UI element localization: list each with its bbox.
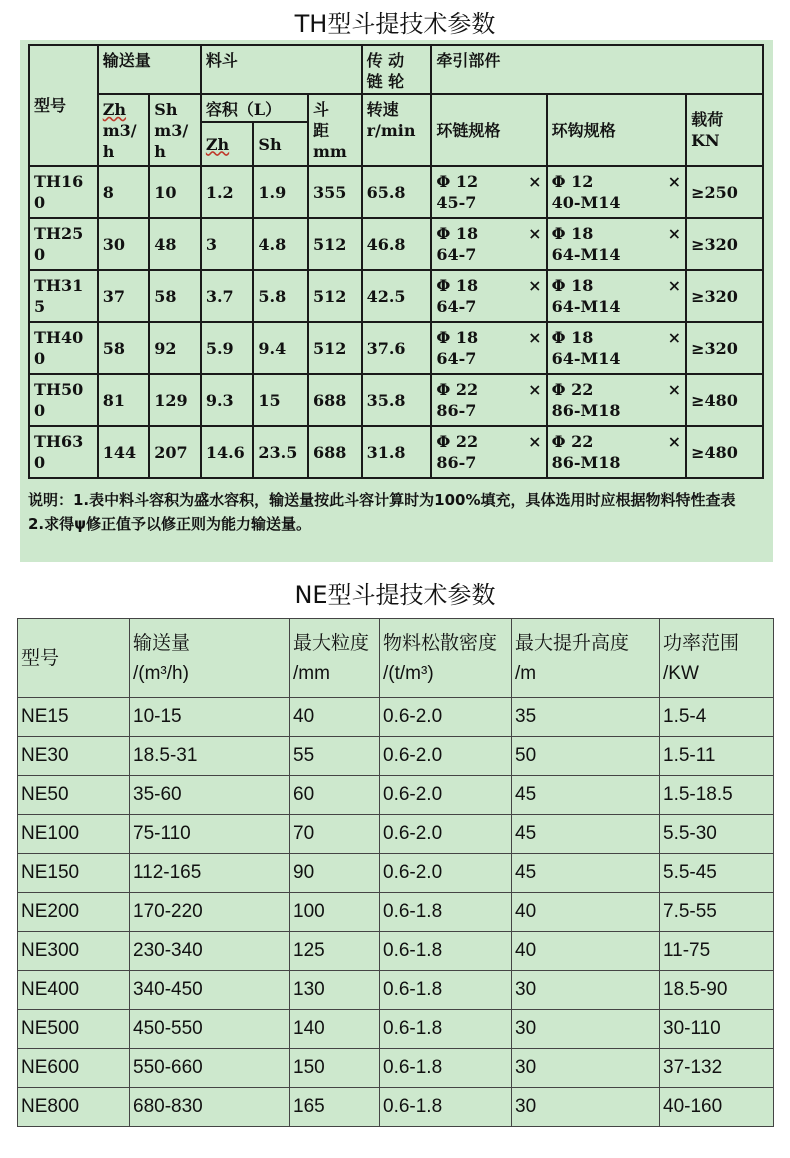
ne-cell-max-particle: 55	[290, 737, 380, 776]
th-cell-hook-line1	[552, 275, 682, 296]
ne-cell-capacity: 340-450	[130, 971, 290, 1010]
th-cell-chain-size: Φ 18	[436, 328, 479, 347]
th-cell-sh-volume: 1.9	[253, 166, 308, 218]
ne-cell-max-height: 30	[512, 1049, 660, 1088]
th-note-1: 说明：1.表中料斗容积为盛水容积，输送量按此斗容计算时为100%填充，具体选用时应根据物料特性查表	[28, 491, 736, 509]
ne-cell-capacity: 450-550	[130, 1010, 290, 1049]
th-cell-load: ≥250	[686, 166, 763, 218]
ne-cell-bulk-density: 0.6-2.0	[380, 815, 512, 854]
th-row	[29, 426, 763, 478]
th-cell-speed: 46.8	[362, 218, 432, 270]
ne-cell-bulk-density: 0.6-1.8	[380, 1010, 512, 1049]
th-cell-chain-times: ×	[528, 328, 542, 347]
th-header-drive-line2: 链 轮	[366, 72, 405, 91]
th-header-speed	[362, 94, 432, 166]
ne-row	[18, 893, 774, 932]
th-cell-chain-line1	[436, 431, 541, 452]
th-cell-chain-times: ×	[528, 380, 542, 399]
ne-cell-max-particle: 100	[290, 893, 380, 932]
th-cell-hook-spec: 40-M14	[551, 193, 621, 212]
ne-header-cell	[130, 619, 290, 698]
th-header-pitch	[308, 94, 362, 166]
th-cell-chain	[431, 426, 546, 478]
ne-cell-power-range: 7.5-55	[660, 893, 774, 932]
th-cell-hook	[547, 270, 687, 322]
ne-cell-power-range: 30-110	[660, 1010, 774, 1049]
ne-header-unit: /KW	[663, 663, 699, 684]
ne-row	[18, 1010, 774, 1049]
th-cell-load: ≥480	[686, 426, 763, 478]
th-cell-hook-spec: 86-M18	[551, 453, 621, 472]
th-header-model: 型号	[29, 45, 98, 166]
ne-cell-capacity: 10-15	[130, 698, 290, 737]
th-header-drive-line1: 传 动	[366, 51, 405, 70]
th-header-traction: 牵引部件	[431, 45, 763, 94]
th-cell-zh-volume: 3.7	[201, 270, 254, 322]
ne-cell-power-range: 40-160	[660, 1088, 774, 1127]
th-spec-table	[28, 44, 764, 479]
th-cell-model: TH400	[29, 322, 98, 374]
th-cell-sh-flow: 129	[149, 374, 201, 426]
ne-cell-max-particle: 140	[290, 1010, 380, 1049]
th-header-hook: 环钩规格	[547, 94, 687, 166]
th-cell-hook	[547, 218, 687, 270]
th-cell-pitch: 512	[308, 218, 362, 270]
ne-header-label: 输送量	[133, 633, 191, 654]
ne-title: NE型斗提技术参数	[294, 581, 496, 609]
ne-cell-power-range: 5.5-45	[660, 854, 774, 893]
ne-cell-model: NE400	[18, 971, 130, 1010]
th-cell-zh-volume: 14.6	[201, 426, 254, 478]
ne-cell-bulk-density: 0.6-2.0	[380, 776, 512, 815]
th-cell-chain-spec: 64-7	[436, 297, 477, 316]
ne-cell-capacity: 680-830	[130, 1088, 290, 1127]
th-cell-hook-size: Φ 22	[551, 432, 594, 451]
th-cell-hook-times: ×	[667, 172, 682, 191]
th-cell-sh-volume: 9.4	[253, 322, 308, 374]
th-header-capacity: 输送量	[98, 45, 201, 94]
ne-header-label: 物料松散密度	[383, 633, 498, 654]
th-header-zh-volume-label: Zh	[205, 134, 230, 154]
th-cell-hook-line1	[552, 223, 682, 244]
th-cell-chain-size: Φ 22	[436, 380, 479, 399]
th-cell-chain-spec: 64-7	[436, 245, 477, 264]
th-cell-hook	[547, 374, 687, 426]
th-cell-speed: 42.5	[362, 270, 432, 322]
th-cell-chain-size: Φ 18	[436, 224, 479, 243]
th-header-pitch-line1: 斗	[312, 100, 329, 119]
ne-cell-model: NE600	[18, 1049, 130, 1088]
th-cell-chain-times: ×	[528, 276, 542, 295]
ne-row	[18, 815, 774, 854]
th-cell-chain-times: ×	[528, 172, 542, 191]
ne-header-cell	[512, 619, 660, 698]
th-cell-model: TH250	[29, 218, 98, 270]
ne-header-unit: /mm	[293, 663, 330, 684]
ne-cell-power-range: 5.5-30	[660, 815, 774, 854]
ne-cell-power-range: 1.5-4	[660, 698, 774, 737]
ne-cell-bulk-density: 0.6-1.8	[380, 971, 512, 1010]
ne-cell-bulk-density: 0.6-1.8	[380, 1088, 512, 1127]
th-cell-sh-flow: 92	[149, 322, 201, 374]
ne-row	[18, 932, 774, 971]
th-cell-hook-line1	[552, 327, 682, 348]
th-cell-pitch: 688	[308, 426, 362, 478]
th-cell-model: TH500	[29, 374, 98, 426]
ne-header-cell	[18, 619, 130, 698]
th-cell-zh-volume: 3	[201, 218, 254, 270]
ne-cell-power-range: 18.5-90	[660, 971, 774, 1010]
th-cell-hook-line1	[552, 379, 682, 400]
ne-cell-model: NE15	[18, 698, 130, 737]
ne-cell-model: NE500	[18, 1010, 130, 1049]
th-header-chain: 环链规格	[431, 94, 546, 166]
th-header-zh-volume	[201, 122, 254, 166]
ne-header-label: 最大提升高度	[515, 633, 630, 654]
th-cell-zh-flow: 58	[98, 322, 150, 374]
th-cell-model: TH315	[29, 270, 98, 322]
th-cell-hook	[547, 426, 687, 478]
ne-cell-max-height: 30	[512, 1010, 660, 1049]
ne-cell-bulk-density: 0.6-1.8	[380, 893, 512, 932]
ne-cell-max-height: 40	[512, 932, 660, 971]
ne-cell-max-height: 45	[512, 776, 660, 815]
th-header-volume: 容积（L）	[201, 94, 308, 122]
ne-row	[18, 1049, 774, 1088]
th-row	[29, 218, 763, 270]
th-cell-hook	[547, 322, 687, 374]
ne-cell-bulk-density: 0.6-2.0	[380, 698, 512, 737]
th-cell-load: ≥480	[686, 374, 763, 426]
th-cell-pitch: 688	[308, 374, 362, 426]
th-cell-zh-volume: 9.3	[201, 374, 254, 426]
th-cell-hook-size: Φ 18	[551, 224, 594, 243]
th-cell-pitch: 512	[308, 270, 362, 322]
th-cell-load: ≥320	[686, 322, 763, 374]
ne-cell-max-height: 40	[512, 893, 660, 932]
th-cell-sh-volume: 4.8	[253, 218, 308, 270]
ne-cell-capacity: 230-340	[130, 932, 290, 971]
ne-cell-max-particle: 70	[290, 815, 380, 854]
th-cell-sh-flow: 207	[149, 426, 201, 478]
ne-spec-table	[17, 618, 774, 1127]
th-cell-speed: 31.8	[362, 426, 432, 478]
ne-cell-bulk-density: 0.6-1.8	[380, 1049, 512, 1088]
ne-header-cell	[660, 619, 774, 698]
ne-cell-model: NE200	[18, 893, 130, 932]
th-cell-hook-size: Φ 22	[551, 380, 594, 399]
th-cell-model: TH160	[29, 166, 98, 218]
th-cell-chain	[431, 374, 546, 426]
ne-row	[18, 776, 774, 815]
ne-cell-bulk-density: 0.6-2.0	[380, 737, 512, 776]
th-cell-chain	[431, 322, 546, 374]
th-cell-chain-line1	[436, 379, 541, 400]
th-cell-hook-size: Φ 18	[551, 276, 594, 295]
ne-cell-max-particle: 130	[290, 971, 380, 1010]
ne-header-label: 功率范围	[663, 633, 740, 654]
ne-header-cell	[380, 619, 512, 698]
ne-cell-power-range: 11-75	[660, 932, 774, 971]
ne-cell-power-range: 37-132	[660, 1049, 774, 1088]
th-cell-chain	[431, 166, 546, 218]
th-cell-sh-flow: 58	[149, 270, 201, 322]
th-cell-chain-line1	[436, 171, 541, 192]
ne-header-label: 型号	[21, 648, 60, 669]
ne-cell-bulk-density: 0.6-2.0	[380, 854, 512, 893]
th-cell-hook-times: ×	[667, 380, 682, 399]
th-cell-hook-spec: 86-M18	[551, 401, 621, 420]
th-cell-chain-line1	[436, 327, 541, 348]
th-row	[29, 322, 763, 374]
th-cell-hook-times: ×	[667, 432, 682, 451]
ne-cell-max-height: 35	[512, 698, 660, 737]
th-cell-zh-volume: 5.9	[201, 322, 254, 374]
th-notes	[28, 488, 773, 536]
ne-cell-max-height: 45	[512, 815, 660, 854]
ne-row	[18, 971, 774, 1010]
ne-cell-capacity: 550-660	[130, 1049, 290, 1088]
th-cell-pitch: 512	[308, 322, 362, 374]
th-row	[29, 166, 763, 218]
th-cell-hook-times: ×	[667, 276, 682, 295]
th-header-pitch-line2: 距	[312, 121, 329, 140]
ne-cell-capacity: 170-220	[130, 893, 290, 932]
th-cell-chain-spec: 45-7	[436, 193, 477, 212]
th-cell-hook-spec: 64-M14	[551, 349, 621, 368]
th-header-sh-flow	[149, 94, 201, 166]
ne-row	[18, 1088, 774, 1127]
th-cell-hook-times: ×	[667, 224, 682, 243]
th-cell-pitch: 355	[308, 166, 362, 218]
th-cell-zh-flow: 81	[98, 374, 150, 426]
th-cell-chain	[431, 270, 546, 322]
th-cell-zh-flow: 37	[98, 270, 150, 322]
ne-cell-model: NE150	[18, 854, 130, 893]
ne-row	[18, 698, 774, 737]
th-cell-zh-volume: 1.2	[201, 166, 254, 218]
th-header-zh-flow	[98, 94, 150, 166]
th-header-hopper: 料斗	[201, 45, 362, 94]
th-cell-sh-volume: 5.8	[253, 270, 308, 322]
th-cell-sh-volume: 23.5	[253, 426, 308, 478]
th-cell-hook-line1	[552, 171, 682, 192]
th-cell-chain-spec: 86-7	[436, 401, 477, 420]
th-cell-speed: 37.6	[362, 322, 432, 374]
th-cell-chain-spec: 64-7	[436, 349, 477, 368]
ne-cell-max-particle: 125	[290, 932, 380, 971]
th-cell-chain-times: ×	[528, 224, 542, 243]
ne-cell-max-height: 30	[512, 971, 660, 1010]
th-cell-sh-flow: 48	[149, 218, 201, 270]
th-header-drive	[362, 45, 432, 94]
th-cell-hook-spec: 64-M14	[551, 297, 621, 316]
ne-cell-power-range: 1.5-11	[660, 737, 774, 776]
ne-header-cell	[290, 619, 380, 698]
th-header-zh-flow-label: Zh	[102, 100, 127, 119]
th-cell-hook-size: Φ 12	[551, 172, 594, 191]
ne-cell-max-height: 50	[512, 737, 660, 776]
ne-cell-max-height: 45	[512, 854, 660, 893]
ne-header-unit: /m	[515, 663, 537, 684]
ne-header-row	[18, 619, 774, 698]
th-cell-hook-spec: 64-M14	[551, 245, 621, 264]
ne-cell-max-particle: 40	[290, 698, 380, 737]
ne-cell-max-particle: 165	[290, 1088, 380, 1127]
th-cell-chain-line1	[436, 223, 541, 244]
ne-cell-capacity: 112-165	[130, 854, 290, 893]
th-row	[29, 374, 763, 426]
th-title: TH型斗提技术参数	[294, 10, 496, 38]
th-cell-speed: 65.8	[362, 166, 432, 218]
th-cell-chain	[431, 218, 546, 270]
th-cell-chain-spec: 86-7	[436, 453, 477, 472]
th-cell-chain-size: Φ 18	[436, 276, 479, 295]
ne-header-label: 最大粒度	[293, 633, 370, 654]
ne-row	[18, 854, 774, 893]
th-cell-speed: 35.8	[362, 374, 432, 426]
th-cell-chain-size: Φ 12	[436, 172, 479, 191]
th-header-speed-unit: r/min	[366, 121, 416, 140]
th-cell-chain-times: ×	[528, 432, 542, 451]
ne-cell-bulk-density: 0.6-1.8	[380, 932, 512, 971]
th-cell-chain-size: Φ 22	[436, 432, 479, 451]
ne-cell-max-particle: 90	[290, 854, 380, 893]
ne-cell-max-height: 30	[512, 1088, 660, 1127]
th-cell-hook-line1	[552, 431, 682, 452]
th-cell-hook-times: ×	[667, 328, 682, 347]
ne-cell-capacity: 35-60	[130, 776, 290, 815]
th-cell-chain-line1	[436, 275, 541, 296]
th-cell-sh-flow: 10	[149, 166, 201, 218]
th-cell-zh-flow: 144	[98, 426, 150, 478]
th-cell-zh-flow: 8	[98, 166, 150, 218]
th-cell-hook-size: Φ 18	[551, 328, 594, 347]
ne-cell-model: NE300	[18, 932, 130, 971]
th-header-zh-flow-unit: m3/h	[102, 121, 137, 161]
ne-header-unit: /(m³/h)	[133, 663, 189, 684]
th-header-load-unit: KN	[691, 131, 720, 150]
th-cell-load: ≥320	[686, 270, 763, 322]
ne-cell-max-particle: 150	[290, 1049, 380, 1088]
ne-header-unit: /(t/m³)	[383, 663, 434, 684]
th-cell-hook	[547, 166, 687, 218]
th-header-sh-flow-label: Sh	[154, 100, 178, 119]
th-note-2: 2.求得ψ修正值予以修正则为能力输送量。	[28, 515, 312, 533]
th-header-load-label: 载荷	[691, 110, 724, 129]
th-row	[29, 270, 763, 322]
ne-cell-model: NE30	[18, 737, 130, 776]
th-cell-zh-flow: 30	[98, 218, 150, 270]
th-header-pitch-unit: mm	[312, 142, 347, 161]
th-cell-model: TH630	[29, 426, 98, 478]
th-header-sh-volume: Sh	[253, 122, 308, 166]
ne-cell-capacity: 75-110	[130, 815, 290, 854]
ne-cell-capacity: 18.5-31	[130, 737, 290, 776]
ne-cell-model: NE50	[18, 776, 130, 815]
th-panel	[20, 40, 773, 562]
ne-row	[18, 737, 774, 776]
ne-cell-power-range: 1.5-18.5	[660, 776, 774, 815]
ne-cell-model: NE800	[18, 1088, 130, 1127]
th-cell-load: ≥320	[686, 218, 763, 270]
th-header-speed-label: 转速	[366, 100, 399, 119]
ne-cell-model: NE100	[18, 815, 130, 854]
th-header-sh-flow-unit: m3/h	[154, 121, 189, 161]
ne-cell-max-particle: 60	[290, 776, 380, 815]
th-cell-sh-volume: 15	[253, 374, 308, 426]
th-header-load	[686, 94, 763, 166]
